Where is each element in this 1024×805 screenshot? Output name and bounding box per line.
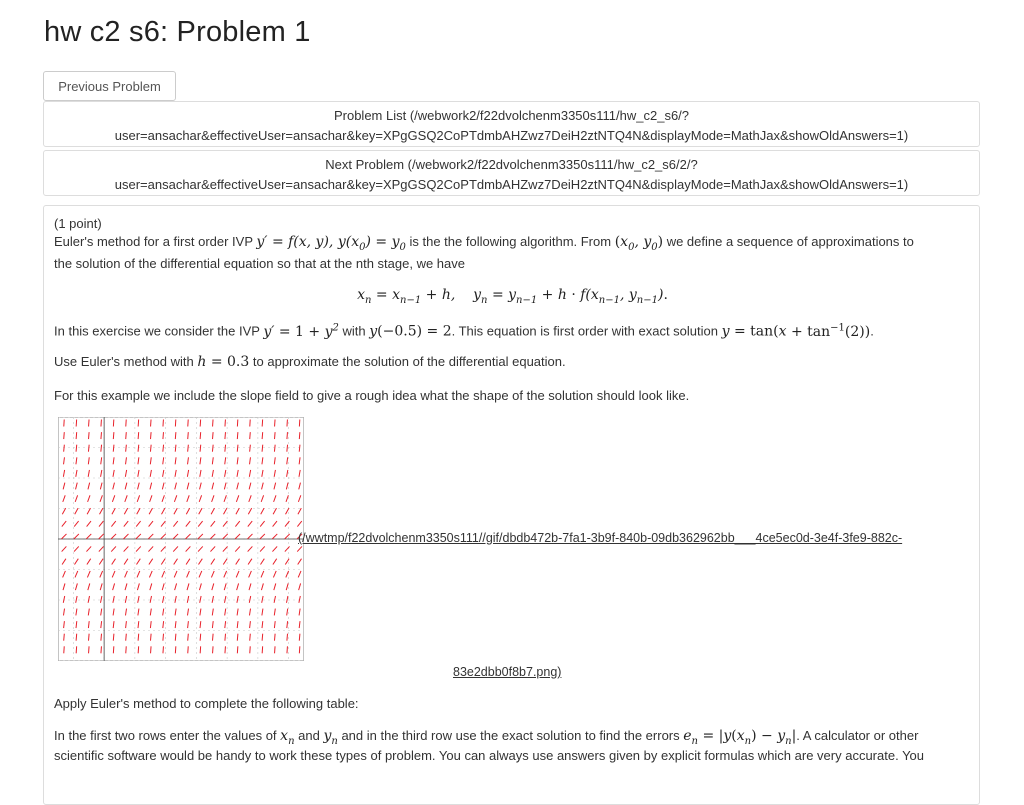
- slope-arrow: [188, 634, 189, 641]
- instructions-line1: [54, 728, 918, 747]
- slope-arrow: [151, 432, 152, 439]
- slope-arrow: [275, 432, 276, 439]
- slope-arrow: [76, 634, 77, 641]
- slope-arrow: [101, 445, 102, 452]
- slope-arrow: [175, 445, 176, 452]
- next-problem-link-line1: Next Problem (/webwork2/f22dvolchenm3350s111/hw_c2_s6/2/?: [325, 157, 697, 172]
- error-formula: $e_n = |y(x_n) - y_n|$: [683, 728, 796, 744]
- slope-arrow: [287, 445, 288, 452]
- slope-arrow: [163, 634, 164, 641]
- exercise-text-c: . This equation is first order with exact solution: [452, 324, 722, 339]
- slope-arrow: [274, 634, 275, 641]
- initial-condition-formula: y(−0.5) = 2: [369, 324, 451, 340]
- slope-arrow: [88, 445, 89, 452]
- slope-arrow: [274, 445, 275, 452]
- slope-arrow: [64, 445, 65, 452]
- euler-recurrence-formula: $x_n = x_{n-1} + h$, $y_n = y_{n-1} + h \cdot f(x_{n-1}$, $y_{n-1}$).: [44, 286, 981, 306]
- exercise-text-b: with: [339, 324, 369, 339]
- use-euler-paragraph: [54, 354, 566, 370]
- exercise-text-a: In this exercise we consider the IVP: [54, 324, 263, 339]
- instructions-text-c: and in the third row use the exact solution to find the errors: [338, 728, 683, 743]
- problem-body: [43, 205, 980, 805]
- slope-arrow: [163, 432, 164, 439]
- exercise-paragraph: [54, 322, 874, 340]
- slope-arrow: [113, 634, 114, 641]
- slope-arrow: [212, 634, 213, 641]
- slope-arrow: [188, 432, 189, 439]
- previous-problem-button[interactable]: Previous Problem: [43, 71, 176, 101]
- intro-paragraph-line1: [54, 234, 914, 253]
- slope-arrow: [299, 432, 300, 439]
- slope-field-image-link-line1[interactable]: (/wwtmp/f22dvolchenm3350s111//gif/dbdb472b-7fa1-3b9f-840b-09db362962bb___4ce5ec0d-3e4f-3fe9-882c-: [298, 531, 902, 545]
- slope-arrow: [138, 634, 139, 641]
- slope-arrow: [237, 432, 238, 439]
- intro-paragraph-line2: the solution of the differential equation so that at the nth stage, we have: [54, 256, 465, 271]
- step-size-formula: h = 0.3: [197, 354, 249, 370]
- xn-symbol: $x_n$: [280, 728, 294, 744]
- problem-list-link-line2: user=ansachar&effectiveUser=ansachar&key=XPgGSQ2CoPTdmbAHZwz7DeiH2ztNTQ4N&displayMode=MathJax&showOldAnswers=1): [115, 128, 908, 143]
- use-text-b: to approximate the solution of the differential equation.: [249, 354, 565, 369]
- slope-arrow: [138, 432, 139, 439]
- slope-field-image-link-line2[interactable]: 83e2dbb0f8b7.png): [453, 665, 561, 679]
- slope-field-image: [58, 417, 304, 661]
- next-problem-link-line2: user=ansachar&effectiveUser=ansachar&key=XPgGSQ2CoPTdmbAHZwz7DeiH2ztNTQ4N&displayMode=MathJax&showOldAnswers=1): [115, 177, 908, 192]
- slope-arrow: [76, 445, 77, 452]
- ivp-formula: y′ = f(x, y), $y(x_0) = y_0$: [256, 234, 405, 250]
- slope-arrow: [126, 634, 127, 641]
- intro-text-a: Euler's method for a first order IVP: [54, 234, 256, 249]
- slope-arrow: [225, 445, 226, 452]
- slope-arrow: [150, 445, 151, 452]
- slope-arrow: [212, 445, 213, 452]
- next-problem-link[interactable]: [43, 150, 980, 196]
- page-title: hw c2 s6: Problem 1: [44, 16, 311, 49]
- yn-symbol: $y_n$: [323, 728, 337, 744]
- slope-arrow: [101, 432, 102, 439]
- slope-arrow: [262, 432, 263, 439]
- slope-arrow: [200, 445, 201, 452]
- slope-arrow: [138, 445, 139, 452]
- problem-list-link[interactable]: [43, 101, 980, 147]
- slope-arrow: [262, 634, 263, 641]
- exercise-text-d: .: [870, 324, 874, 339]
- slope-arrow: [225, 432, 226, 439]
- slope-arrow: [64, 432, 65, 439]
- ode-formula: $y' = 1 + y^2$: [263, 324, 339, 340]
- slope-arrow: [250, 634, 251, 641]
- slope-arrow: [200, 432, 201, 439]
- slope-arrow: [250, 445, 251, 452]
- slope-arrow: [200, 634, 201, 641]
- slope-arrow: [250, 432, 251, 439]
- exact-solution-formula: $y = \tan(x + \tan^{-1}(2))$: [722, 324, 871, 340]
- initial-point-formula: ($x_0$, $y_0$): [615, 234, 663, 250]
- apply-euler-text: Apply Euler's method to complete the following table:: [54, 696, 359, 711]
- slope-arrow: [175, 634, 176, 641]
- problem-list-link-line1: Problem List (/webwork2/f22dvolchenm3350s111/hw_c2_s6/?: [334, 108, 689, 123]
- intro-text-b: is the the following algorithm. From: [406, 234, 615, 249]
- instructions-text-d: . A calculator or other: [796, 728, 918, 743]
- instructions-text-a: In the first two rows enter the values of: [54, 728, 280, 743]
- intro-text-c: we define a sequence of approximations to: [663, 234, 914, 249]
- slope-arrow: [299, 445, 300, 452]
- slope-arrow: [299, 634, 300, 641]
- slope-arrow: [188, 445, 189, 452]
- slope-arrow: [150, 634, 151, 641]
- slope-arrow: [126, 432, 127, 439]
- slope-arrow: [213, 432, 214, 439]
- instructions-text-b: and: [295, 728, 324, 743]
- slope-arrow: [237, 634, 238, 641]
- slope-arrow: [89, 432, 90, 439]
- slope-arrow: [163, 445, 164, 452]
- slope-arrow: [175, 432, 176, 439]
- instructions-line2: scientific software would be handy to work these types of problem. You can always use answers given by explicit formulas which are very accurate. You: [54, 748, 924, 763]
- slope-arrow: [225, 634, 226, 641]
- slope-arrow: [262, 445, 263, 452]
- slope-arrow: [237, 445, 238, 452]
- slope-arrow: [287, 432, 288, 439]
- slope-arrow: [76, 432, 77, 439]
- slope-arrow: [287, 634, 288, 641]
- slope-arrow: [88, 634, 89, 641]
- problem-points: (1 point): [54, 216, 102, 231]
- use-text-a: Use Euler's method with: [54, 354, 197, 369]
- slope-arrow: [64, 634, 65, 641]
- slope-arrow: [126, 445, 127, 452]
- slope-arrow: [101, 634, 102, 641]
- slope-arrow: [113, 432, 114, 439]
- slope-arrow: [113, 445, 114, 452]
- slope-field-intro: For this example we include the slope field to give a rough idea what the shape of the solution should look like.: [54, 388, 689, 403]
